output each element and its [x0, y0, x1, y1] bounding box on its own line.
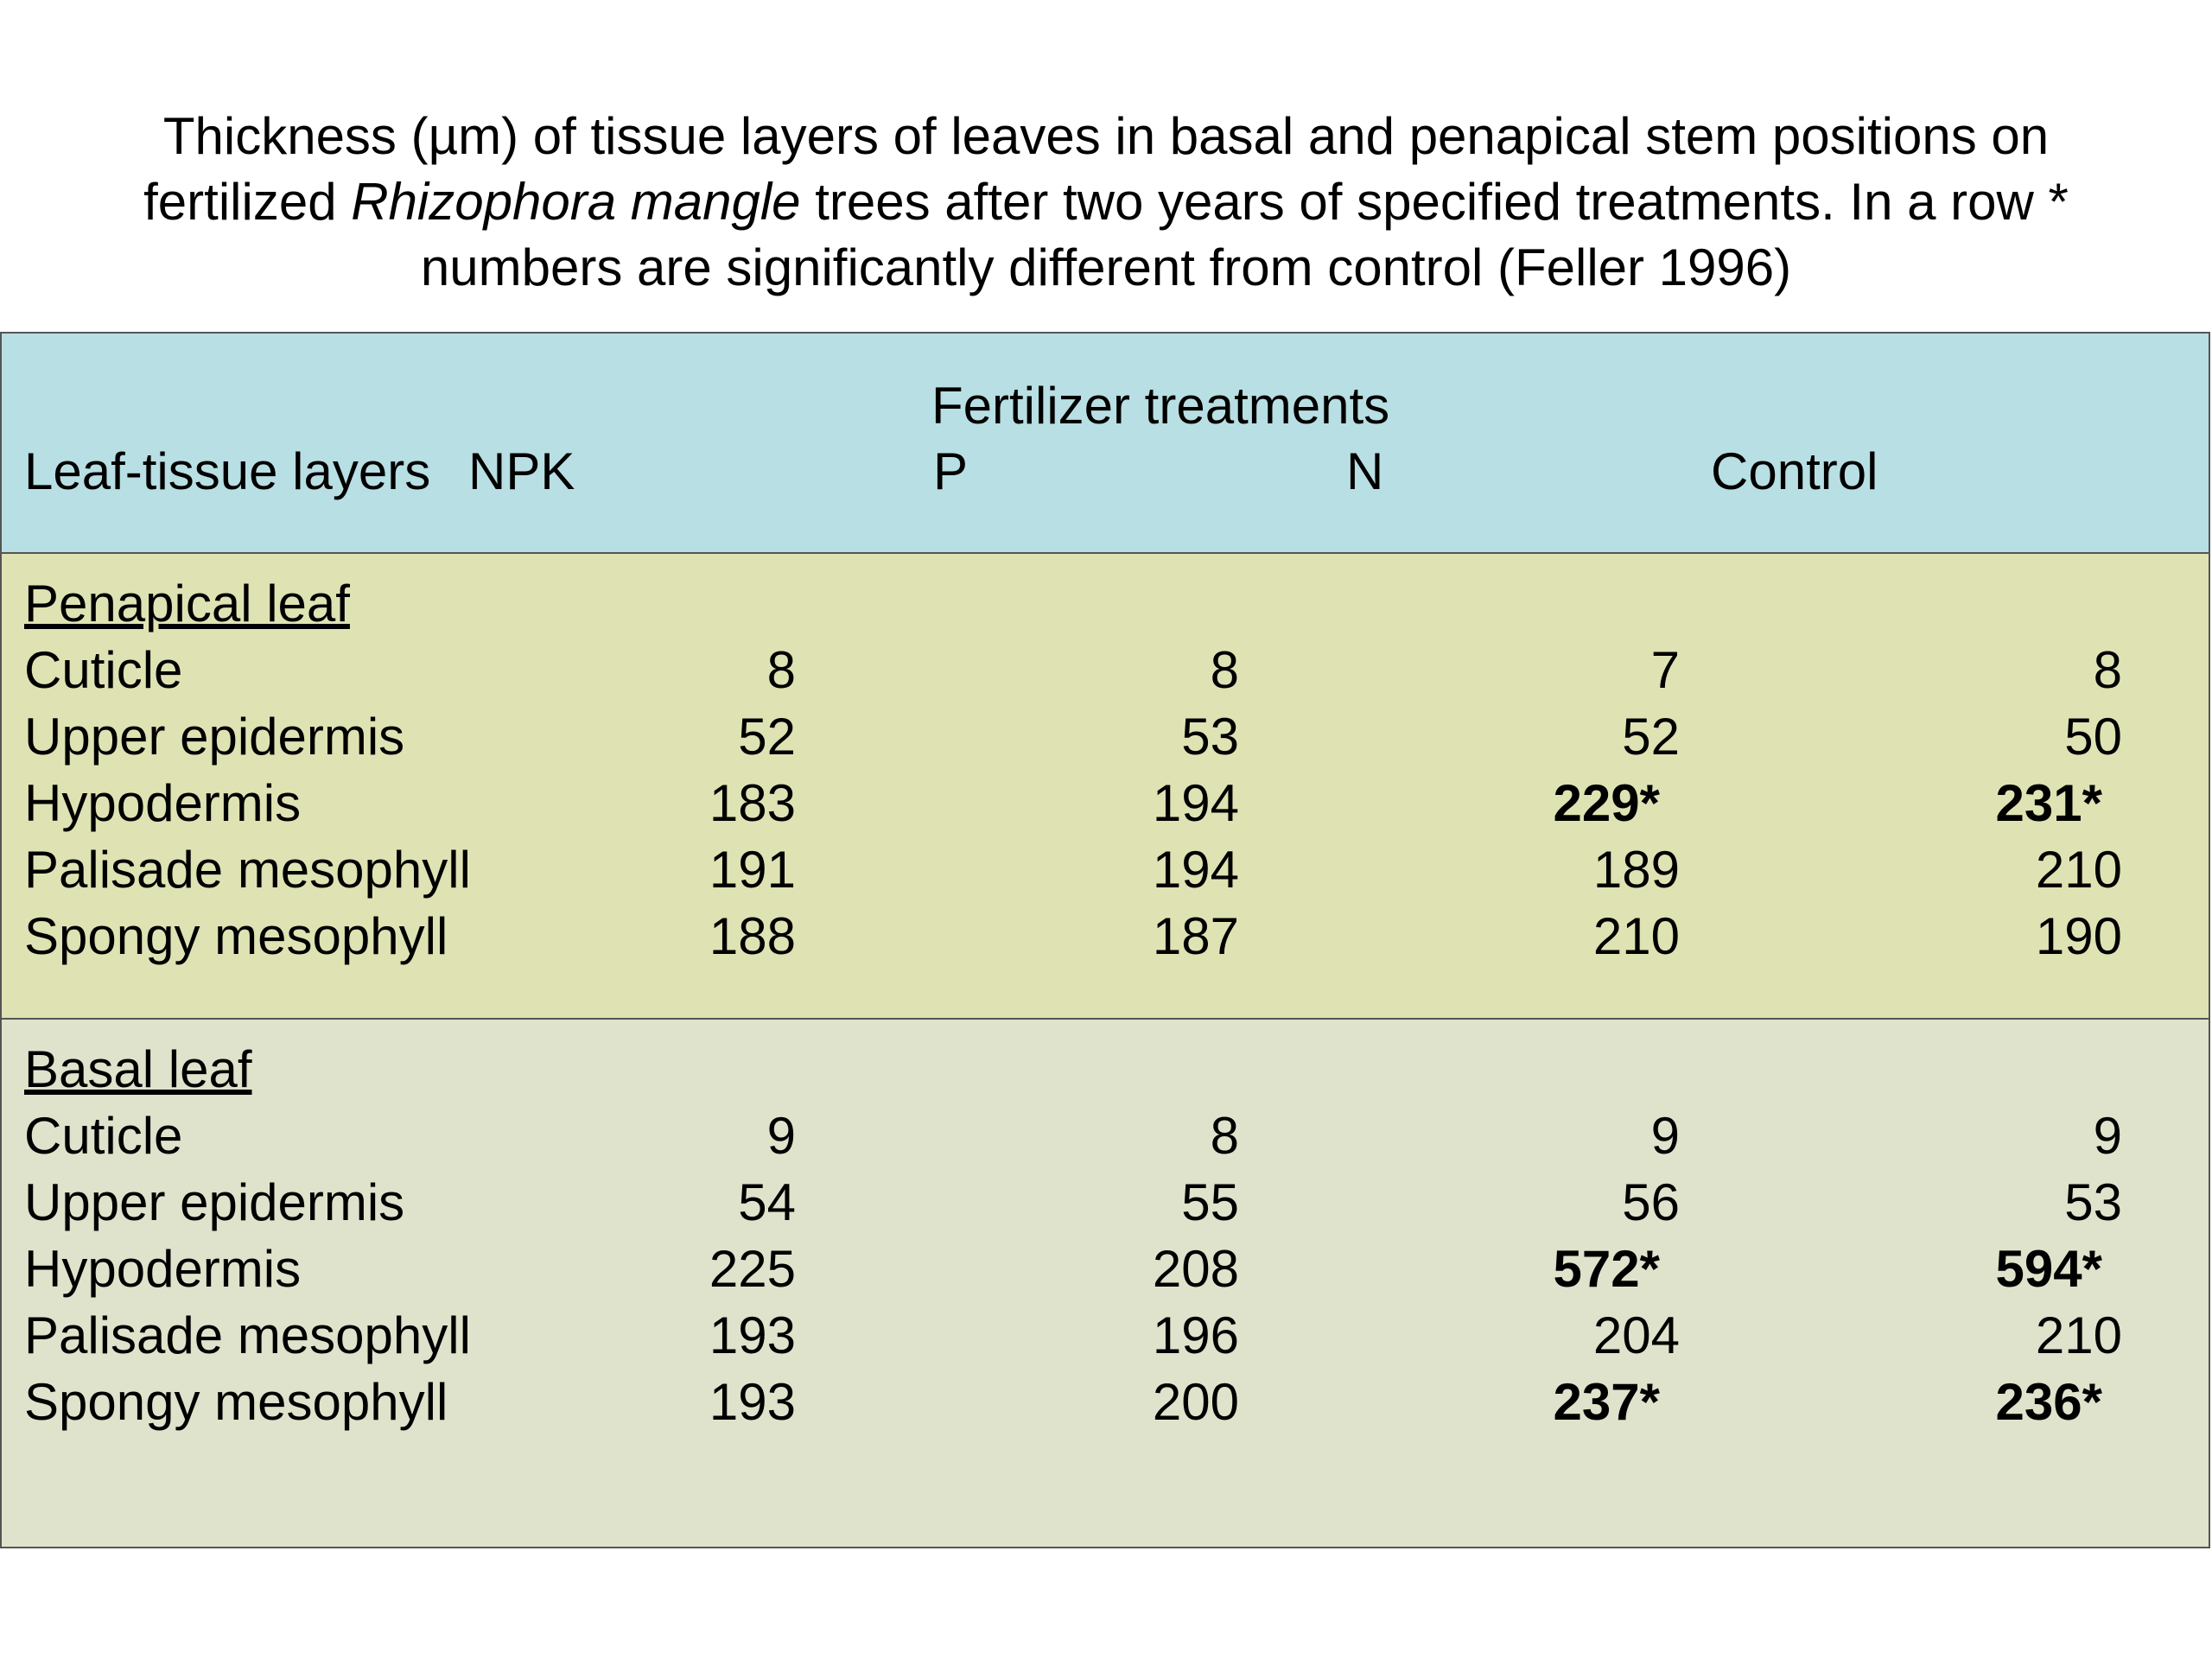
- column-header-npk: NPK: [468, 442, 575, 500]
- section-title: Penapical leaf: [24, 575, 350, 632]
- table-cell: 52: [738, 708, 796, 766]
- table-cell: 7: [1650, 641, 1680, 699]
- table-cell: 189: [1592, 841, 1680, 899]
- caption-line-2-start: fertilized: [143, 173, 352, 231]
- table-cell: 225: [709, 1240, 796, 1298]
- caption-species-name: Rhizophora mangle: [351, 173, 801, 231]
- table-cell: 200: [1152, 1373, 1239, 1431]
- caption-line-1: Thickness (µm) of tissue layers of leaves in basal and penapical stem positions on: [162, 107, 2050, 165]
- table-cell: 188: [709, 907, 796, 965]
- column-header-control: Control: [1711, 442, 1878, 500]
- table-cell: 53: [2064, 1173, 2122, 1231]
- table-cell: 183: [709, 774, 796, 832]
- table-cell: 210: [2035, 1306, 2122, 1364]
- row-label: Spongy mesophyll: [24, 907, 448, 965]
- section-basal: [2, 1020, 2209, 1547]
- row-label: Upper epidermis: [24, 1173, 405, 1231]
- caption-line-2-end: trees after two years of specified treatments. In a row *: [800, 173, 2069, 231]
- row-label: Hypodermis: [24, 1240, 302, 1298]
- table-header: [2, 334, 2209, 554]
- table-cell: 594*: [1995, 1240, 2102, 1298]
- table-cell: 55: [1181, 1173, 1239, 1231]
- table-cell: 229*: [1553, 774, 1660, 832]
- table-cell: 204: [1592, 1306, 1680, 1364]
- caption-line-3: numbers are significantly different from control (Feller 1996): [420, 238, 1792, 296]
- table-cell: 8: [1210, 641, 1239, 699]
- table-cell: 236*: [1995, 1373, 2102, 1431]
- table-cell: 8: [2093, 641, 2122, 699]
- table-cell: 194: [1152, 774, 1239, 832]
- table-cell: 194: [1152, 841, 1239, 899]
- column-header-n: N: [1346, 442, 1384, 500]
- row-label: Cuticle: [24, 1107, 183, 1165]
- table-cell: 210: [1592, 907, 1680, 965]
- section-title: Basal leaf: [24, 1040, 252, 1098]
- table-cell: 191: [709, 841, 796, 899]
- table-cell: 56: [1622, 1173, 1680, 1231]
- row-label: Hypodermis: [24, 774, 302, 832]
- caption-line-2: [52, 169, 2160, 235]
- table-cell: 53: [1181, 708, 1239, 766]
- table-cell: 187: [1152, 907, 1239, 965]
- row-label: Upper epidermis: [24, 708, 405, 766]
- row-label: Palisade mesophyll: [24, 841, 471, 899]
- data-table: [0, 332, 2210, 1548]
- table-cell: 237*: [1553, 1373, 1660, 1431]
- table-cell: 9: [2093, 1107, 2122, 1165]
- table-cell: 54: [738, 1173, 796, 1231]
- column-header-p: P: [933, 442, 969, 500]
- table-cell: 9: [766, 1107, 796, 1165]
- row-label: Spongy mesophyll: [24, 1373, 448, 1431]
- table-cell: 196: [1152, 1306, 1239, 1364]
- table-cell: 193: [709, 1306, 796, 1364]
- table-cell: 231*: [1995, 774, 2102, 832]
- table-cell: 193: [709, 1373, 796, 1431]
- fertilizer-treatments-label: Fertilizer treatments: [931, 377, 1390, 435]
- row-label: Palisade mesophyll: [24, 1306, 471, 1364]
- table-cell: 50: [2064, 708, 2122, 766]
- section-penapical: [2, 554, 2209, 1020]
- table-cell: 52: [1622, 708, 1680, 766]
- table-cell: 190: [2035, 907, 2122, 965]
- table-caption: [52, 104, 2160, 301]
- table-cell: 210: [2035, 841, 2122, 899]
- table-cell: 9: [1650, 1107, 1680, 1165]
- column-header-layers: Leaf-tissue layers: [24, 442, 431, 500]
- table-cell: 8: [766, 641, 796, 699]
- table-cell: 8: [1210, 1107, 1239, 1165]
- table-cell: 572*: [1553, 1240, 1660, 1298]
- row-label: Cuticle: [24, 641, 183, 699]
- table-cell: 208: [1152, 1240, 1239, 1298]
